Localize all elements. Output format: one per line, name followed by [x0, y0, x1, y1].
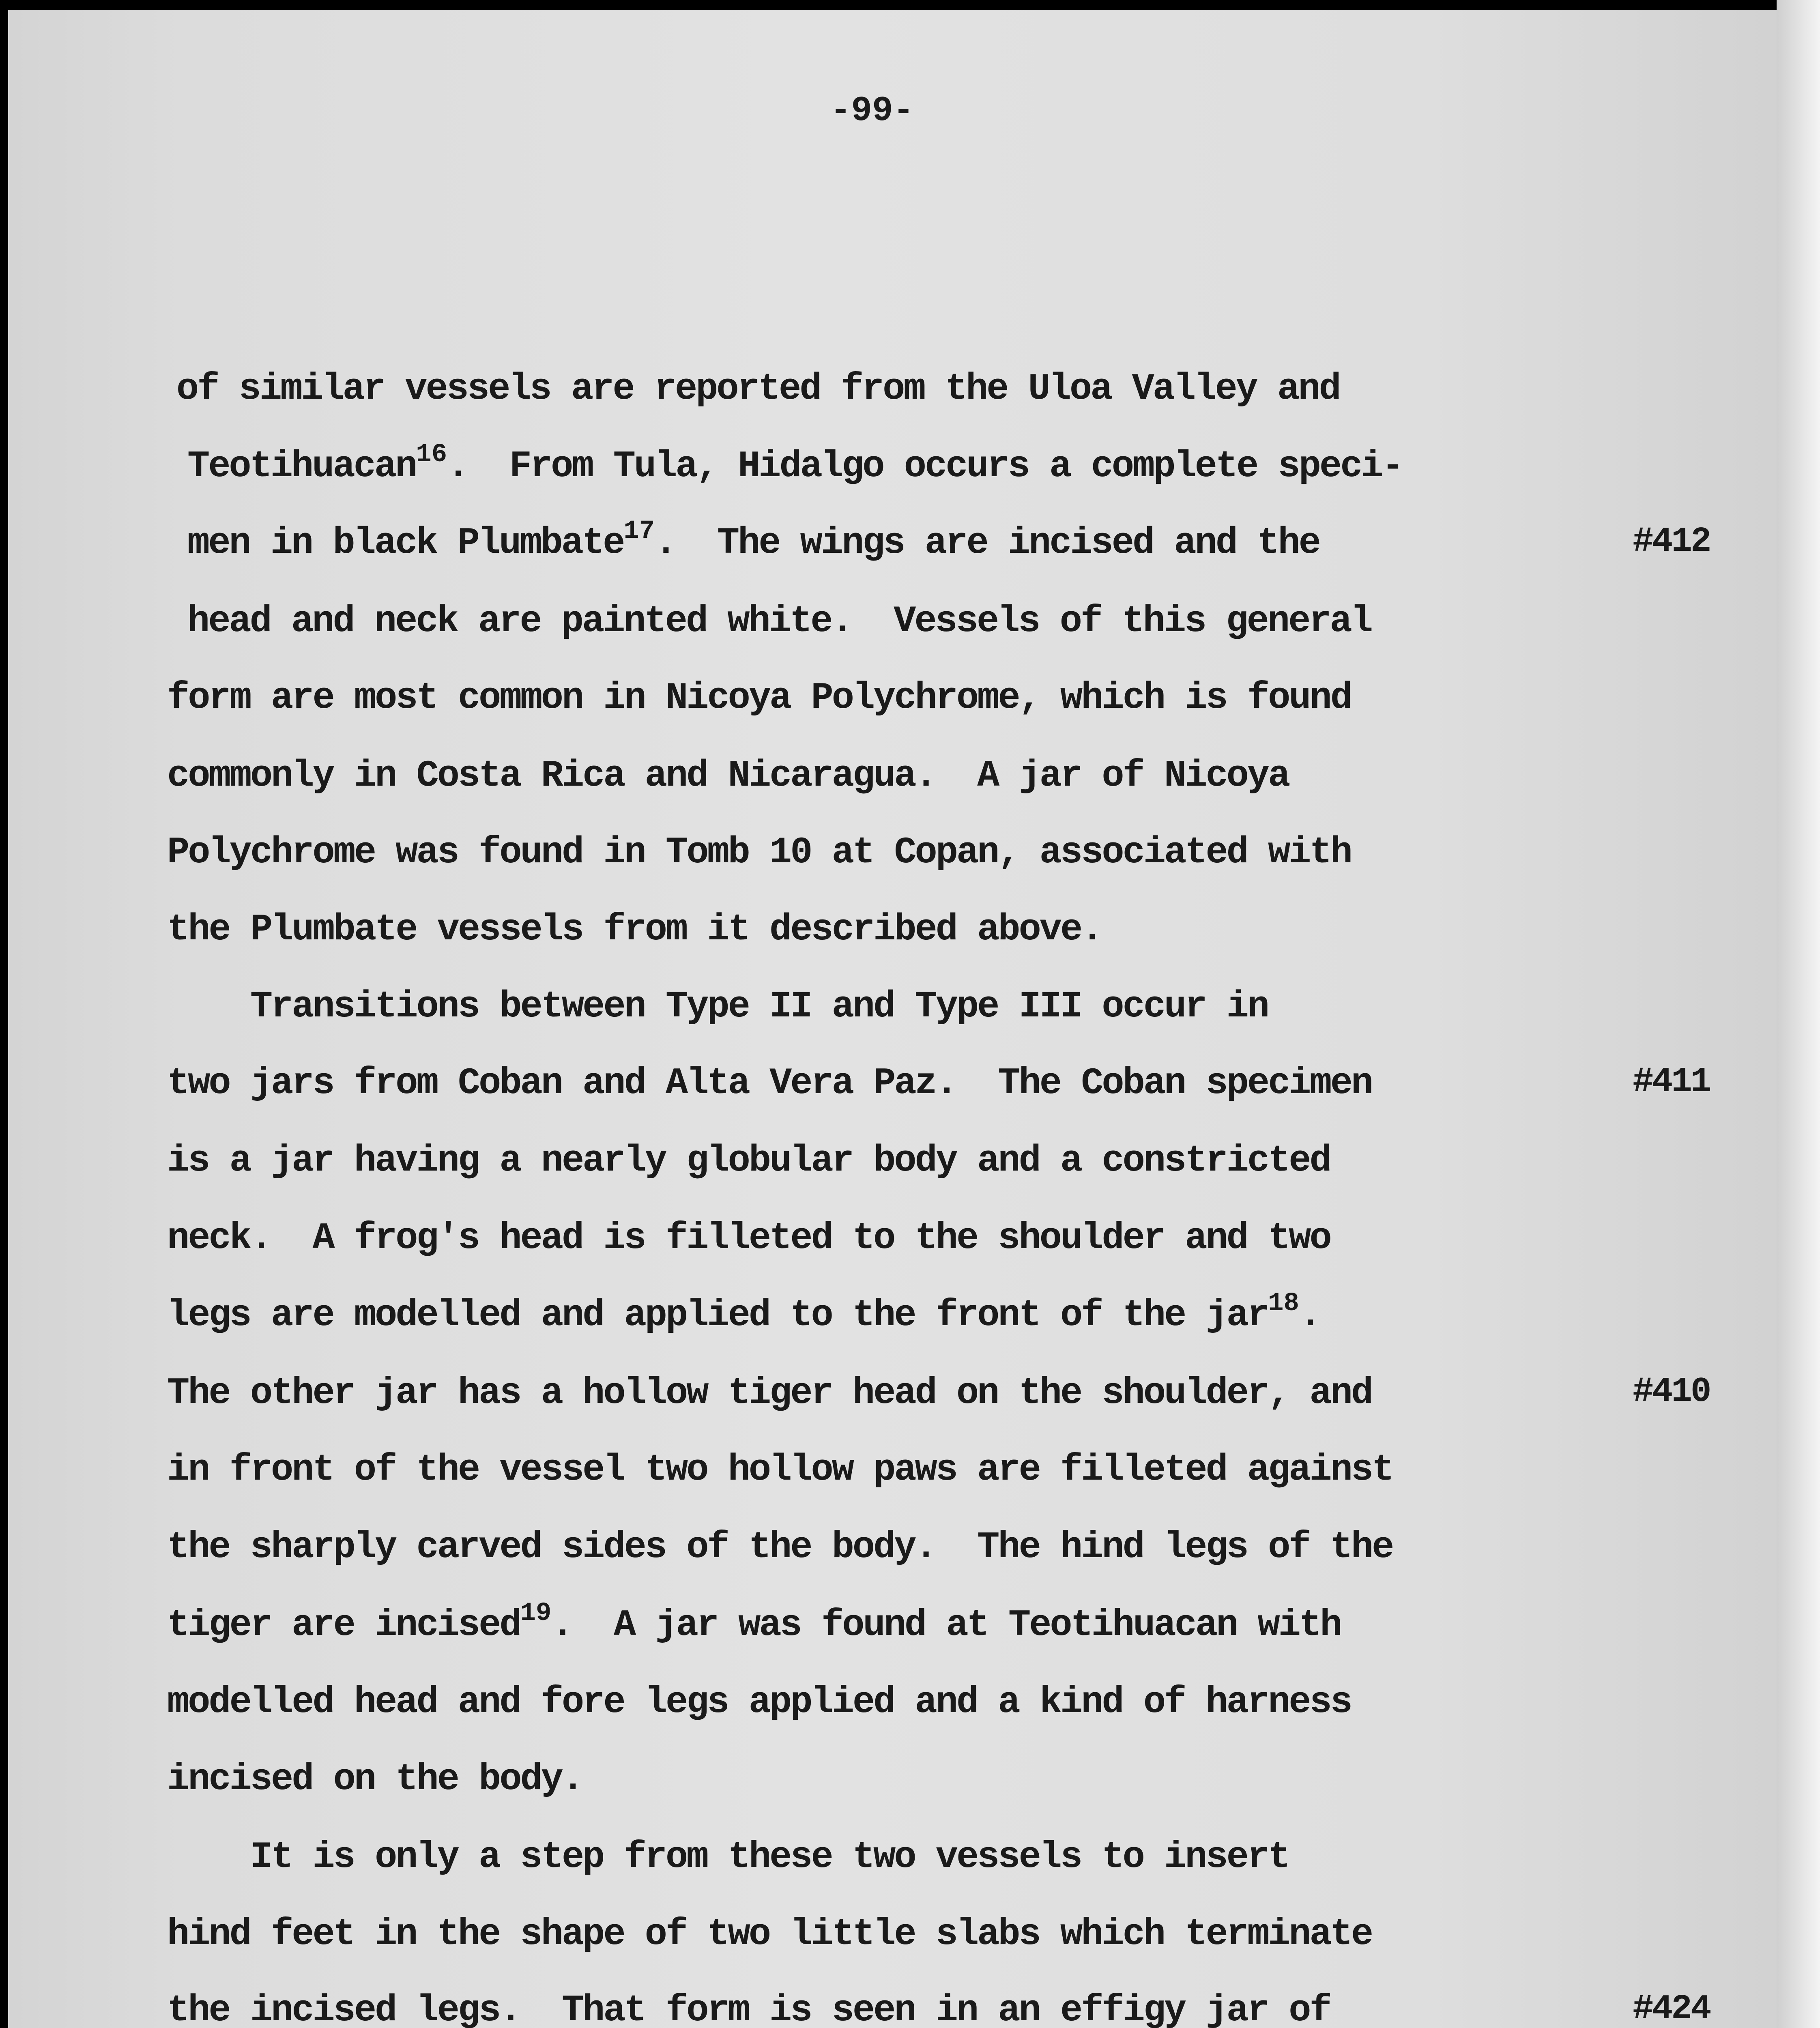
text-line: the Plumbate vessels from it described above.: [167, 908, 1102, 951]
text-line: of similar vessels are reported from the Uloa Valley and: [176, 367, 1340, 410]
text-line: is a jar having a nearly globular body and a constricted: [167, 1139, 1330, 1182]
text-line: two jars from Coban and Alta Vera Paz. The Coban specimen: [167, 1062, 1372, 1104]
text-line: commonly in Costa Rica and Nicaragua. A jar of Nicoya: [167, 754, 1289, 797]
text-line: the incised legs. That form is seen in an effigy jar of: [167, 1989, 1330, 2028]
page-number: -99-: [830, 91, 914, 131]
text-line: The other jar has a hollow tiger head on the shoulder, and: [167, 1372, 1372, 1414]
text-line: neck. A frog's head is filleted to the shoulder and two: [167, 1217, 1330, 1259]
text-line: head and neck are painted white. Vessels of this general: [187, 600, 1371, 642]
margin-note: #411: [1633, 1062, 1710, 1102]
margin-note: #410: [1633, 1372, 1710, 1411]
footnote-ref: 19: [520, 1599, 552, 1628]
text-line: Teotihuacan$^{16}$. From Tula, Hidalgo occurs a complete speci-: [187, 440, 1403, 488]
text-line: in front of the vessel two hollow paws are filleted against: [167, 1448, 1393, 1491]
text-line: modelled head and fore legs applied and a kind of harness: [167, 1681, 1351, 1723]
text-line: men in black Plumbate$^{17}$. The wings are incised and the: [187, 517, 1319, 564]
text-line: hind feet in the shape of two little slabs which terminate: [167, 1913, 1372, 1955]
text-line: legs are modelled and applied to the front of the jar$^{18}$.: [167, 1289, 1320, 1336]
text-line: Polychrome was found in Tomb 10 at Copan, associated with: [167, 831, 1351, 874]
text-line: It is only a step from these two vessels to insert: [167, 1836, 1289, 1878]
text-line: the sharply carved sides of the body. The hind legs of the: [167, 1526, 1393, 1568]
scan-edge: [1777, 0, 1820, 2028]
text-line: Transitions between Type II and Type III occur in: [167, 985, 1268, 1028]
text-line: tiger are incised$^{19}$. A jar was found at Teotihuacan with: [167, 1599, 1341, 1646]
footnote-ref: 17: [623, 517, 655, 546]
margin-note: #424: [1633, 1989, 1710, 2028]
document-page: [8, 10, 1777, 2028]
footnote-ref: 16: [416, 440, 447, 469]
footnote-ref: 18: [1268, 1289, 1299, 1318]
margin-note: #412: [1633, 522, 1710, 561]
text-line: incised on the body.: [167, 1758, 583, 1800]
text-line: form are most common in Nicoya Polychrome, which is found: [167, 677, 1351, 719]
